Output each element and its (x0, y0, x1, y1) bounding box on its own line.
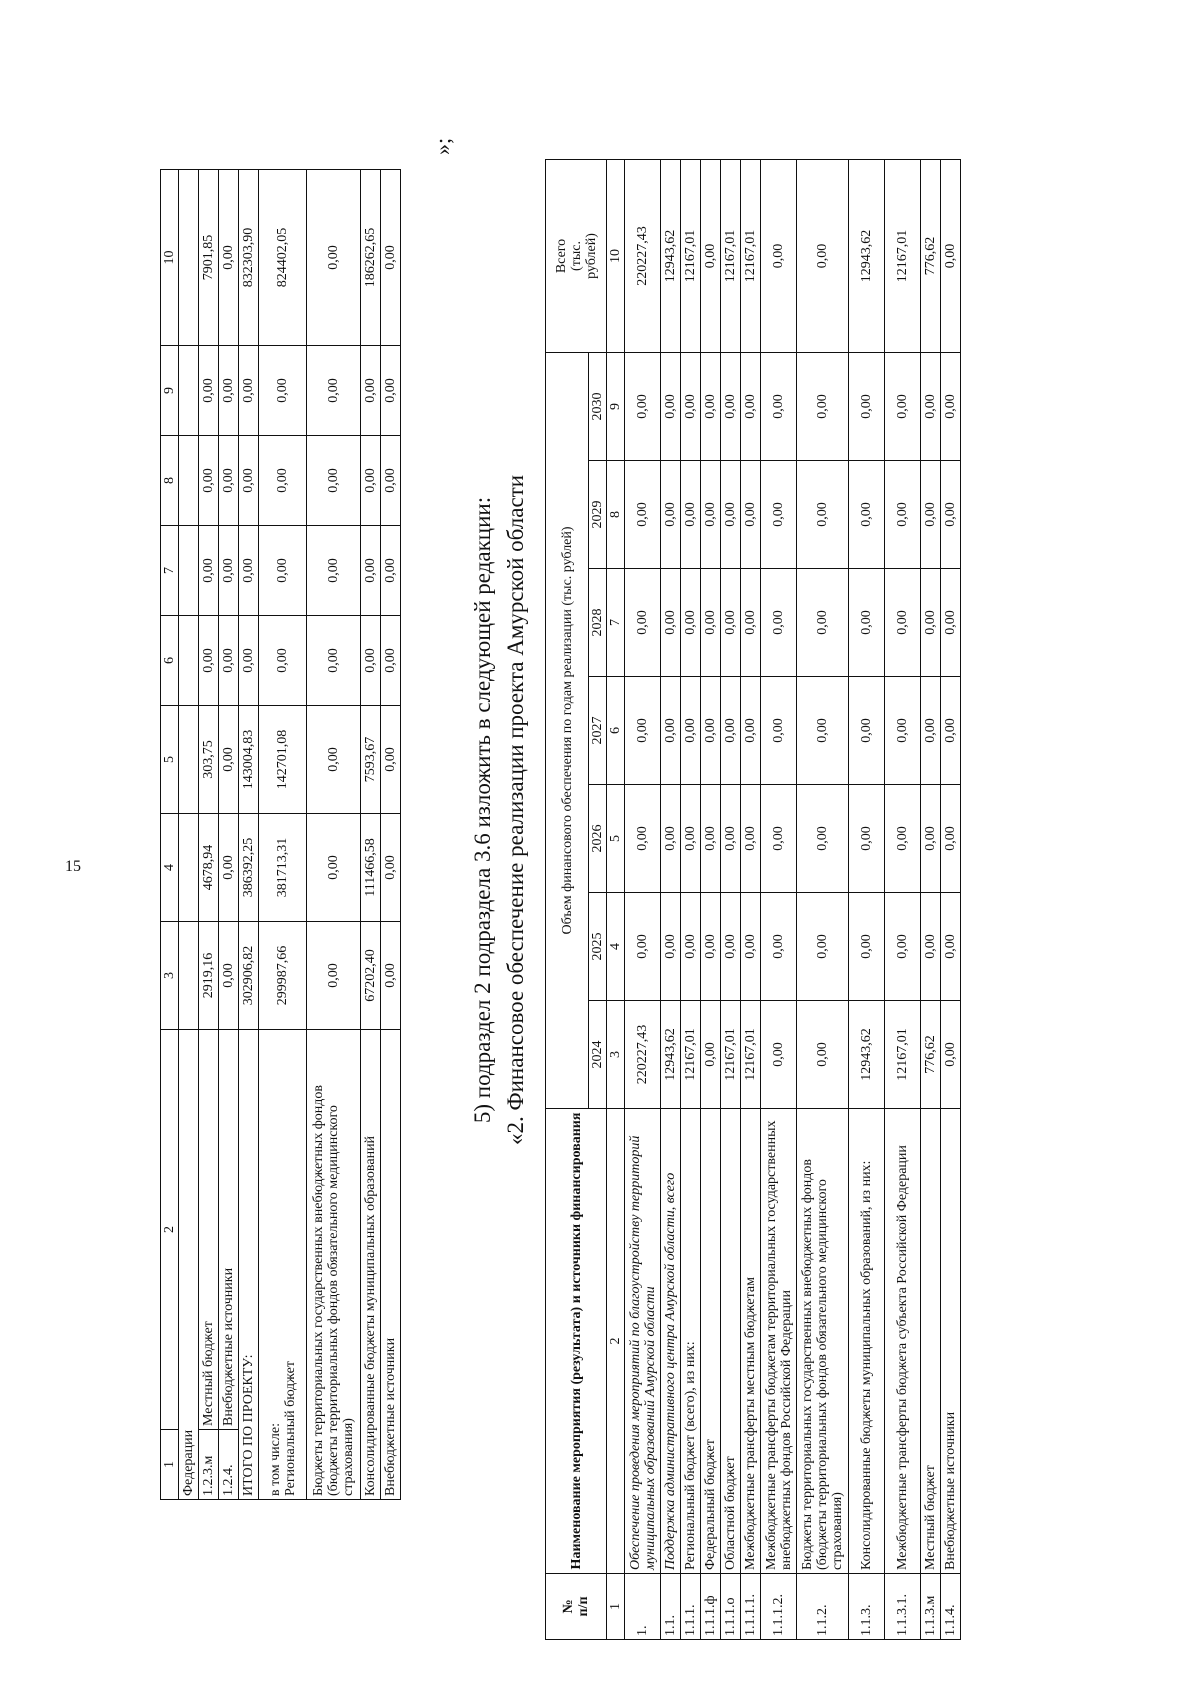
row-value: 0,00 (885, 785, 921, 893)
row-value: 0,00 (921, 893, 941, 1001)
table-row (381, 170, 401, 1500)
row-value: 0,00 (219, 814, 239, 922)
row-value: 0,00 (941, 893, 961, 1001)
amendment-instruction: 5) подраздел 2 подраздела 3.6 изложить в следующей редакции: (470, 496, 495, 1124)
row-value: 0,00 (761, 569, 797, 677)
row-value: 0,00 (721, 677, 741, 785)
row-value: 0,00 (885, 893, 921, 1001)
year-cell: 2030 (589, 352, 607, 460)
header-no: № п/п (546, 1574, 607, 1640)
row-value: 12943,62 (661, 1001, 681, 1109)
row-value: 0,00 (761, 352, 797, 460)
row-value: 776,62 (921, 1001, 941, 1109)
row-value: 0,00 (941, 352, 961, 460)
table-row (849, 159, 885, 1639)
row-value: 220227,43 (625, 159, 661, 352)
row-value: 381713,31 (259, 814, 307, 922)
row-value (179, 436, 199, 526)
column-number: 6 (161, 616, 179, 706)
row-value: 0,00 (701, 159, 721, 352)
row-value: 0,00 (701, 677, 721, 785)
row-value: 0,00 (721, 461, 741, 569)
year-cell: 2025 (589, 893, 607, 1001)
column-number: 10 (607, 159, 625, 352)
row-value: 0,00 (761, 461, 797, 569)
row-value: 0,00 (361, 436, 381, 526)
row-value: 0,00 (721, 785, 741, 893)
row-name: Бюджеты территориальных государственных внебюджетных фондов (бюджеты территориальных фондов обязательного медицинского страхования) (797, 1109, 849, 1574)
column-number: 9 (161, 346, 179, 436)
row-value: 0,00 (239, 526, 259, 616)
table-row (701, 159, 721, 1639)
row-code: 1.1.2. (797, 1574, 849, 1640)
row-value: 0,00 (219, 922, 239, 1030)
row-name: Внебюджетные источники (381, 1030, 401, 1500)
row-value: 12167,01 (681, 1001, 701, 1109)
row-value: 0,00 (849, 461, 885, 569)
column-number: 7 (607, 569, 625, 677)
row-value: 0,00 (199, 346, 219, 436)
row-code: 1.1.4. (941, 1574, 961, 1640)
row-value: 0,00 (625, 461, 661, 569)
row-value: 0,00 (625, 785, 661, 893)
row-value: 4678,94 (199, 814, 219, 922)
row-value: 12167,01 (741, 1001, 761, 1109)
row-value: 0,00 (361, 346, 381, 436)
row-value: 111466,58 (361, 814, 381, 922)
row-value: 0,00 (701, 461, 721, 569)
row-value: 0,00 (797, 461, 849, 569)
row-value: 0,00 (307, 526, 361, 616)
row-value: 0,00 (941, 159, 961, 352)
row-value: 0,00 (307, 436, 361, 526)
row-value: 0,00 (199, 526, 219, 616)
row-value (179, 526, 199, 616)
column-number: 3 (161, 922, 179, 1030)
row-value: 0,00 (721, 893, 741, 1001)
row-name: Внебюджетные источники (219, 1030, 239, 1430)
row-value: 832303,90 (239, 170, 259, 346)
row-value: 0,00 (681, 785, 701, 893)
row-value: 0,00 (741, 352, 761, 460)
row-value: 824402,05 (259, 170, 307, 346)
row-value: 0,00 (381, 814, 401, 922)
year-cell: 2028 (589, 569, 607, 677)
row-value: 12167,01 (721, 159, 741, 352)
row-value: 12167,01 (681, 159, 701, 352)
row-name: Межбюджетные трансферты бюджета субъекта Российской Федерации (885, 1109, 921, 1574)
row-name: Бюджеты территориальных государственных внебюджетных фондов (бюджеты территориальных фондов обязательного медицинского страхования) (307, 1030, 361, 1500)
row-value: 0,00 (361, 616, 381, 706)
table-row (239, 170, 259, 1500)
row-name: Федеральный бюджет (701, 1109, 721, 1574)
table-row (259, 170, 307, 1500)
row-value: 0,00 (259, 616, 307, 706)
row-value: 12167,01 (885, 1001, 921, 1109)
row-value: 0,00 (849, 785, 885, 893)
row-value: 0,00 (797, 893, 849, 1001)
row-code: 1. (625, 1574, 661, 1640)
row-code: 1.1.3.м (921, 1574, 941, 1640)
column-number: 5 (161, 706, 179, 814)
row-value: 0,00 (239, 436, 259, 526)
table-row (681, 159, 701, 1639)
column-number: 4 (607, 893, 625, 1001)
table-row (179, 170, 199, 1500)
row-name: Местный бюджет (199, 1030, 219, 1430)
row-value: 12943,62 (849, 1001, 885, 1109)
row-value: 0,00 (681, 677, 701, 785)
row-value: 0,00 (761, 1001, 797, 1109)
row-code: 1.1.1.1. (741, 1574, 761, 1640)
row-value: 303,75 (199, 706, 219, 814)
row-value: 0,00 (921, 569, 941, 677)
row-value: 0,00 (381, 922, 401, 1030)
row-code: 1.1. (661, 1574, 681, 1640)
column-number: 1 (607, 1574, 625, 1640)
column-number: 7 (161, 526, 179, 616)
table-row (199, 170, 219, 1500)
table-row (721, 159, 741, 1639)
row-value: 0,00 (797, 352, 849, 460)
row-value: 0,00 (661, 461, 681, 569)
row-value: 0,00 (741, 569, 761, 677)
column-number: 10 (161, 170, 179, 346)
row-value: 0,00 (941, 1001, 961, 1109)
row-value: 0,00 (701, 352, 721, 460)
row-name: Межбюджетные трансферты бюджетам территориальных государственных внебюджетных фондов Российской Федерации (761, 1109, 797, 1574)
page-number: 15 (65, 858, 81, 875)
row-value (179, 706, 199, 814)
row-value: 0,00 (941, 461, 961, 569)
row-value: 0,00 (701, 1001, 721, 1109)
row-value: 186262,65 (361, 170, 381, 346)
row-code: 1.1.3. (849, 1574, 885, 1640)
row-value: 0,00 (681, 352, 701, 460)
row-value: 0,00 (219, 436, 239, 526)
row-value: 7593,67 (361, 706, 381, 814)
row-value: 0,00 (941, 677, 961, 785)
row-value: 0,00 (761, 785, 797, 893)
row-value: 7901,85 (199, 170, 219, 346)
row-name: ИТОГО ПО ПРОЕКТУ: (239, 1030, 259, 1500)
row-value: 0,00 (307, 814, 361, 922)
row-value: 0,00 (921, 352, 941, 460)
top-financing-table (160, 169, 401, 1500)
row-code: 1.1.1.2. (761, 1574, 797, 1640)
row-value: 0,00 (239, 616, 259, 706)
row-value: 0,00 (625, 893, 661, 1001)
column-number: 8 (607, 461, 625, 569)
row-value: 0,00 (219, 616, 239, 706)
row-value: 0,00 (681, 893, 701, 1001)
row-value: 0,00 (849, 352, 885, 460)
row-value: 0,00 (307, 922, 361, 1030)
table-row (661, 159, 681, 1639)
row-name: Консолидированные бюджеты муниципальных образований (361, 1030, 381, 1500)
row-value: 0,00 (741, 677, 761, 785)
row-name: Областной бюджет (721, 1109, 741, 1574)
row-value: 0,00 (721, 569, 741, 677)
table-row (921, 159, 941, 1639)
row-value: 0,00 (219, 346, 239, 436)
row-value: 0,00 (219, 706, 239, 814)
table-row (741, 159, 761, 1639)
row-value: 0,00 (661, 677, 681, 785)
column-number: 5 (607, 785, 625, 893)
row-code: 1.1.1.о (721, 1574, 741, 1640)
row-value: 0,00 (307, 616, 361, 706)
row-value: 0,00 (761, 893, 797, 1001)
row-value: 0,00 (307, 706, 361, 814)
year-cell: 2024 (589, 1001, 607, 1109)
row-value: 0,00 (661, 785, 681, 893)
row-value: 0,00 (921, 461, 941, 569)
row-value: 0,00 (381, 706, 401, 814)
row-code: 1.1.3.1. (885, 1574, 921, 1640)
row-value: 0,00 (381, 170, 401, 346)
year-cell: 2026 (589, 785, 607, 893)
row-value: 12167,01 (741, 159, 761, 352)
row-value: 0,00 (381, 526, 401, 616)
row-value: 0,00 (381, 616, 401, 706)
row-value: 0,00 (885, 569, 921, 677)
row-value: 142701,08 (259, 706, 307, 814)
row-value: 2919,16 (199, 922, 219, 1030)
row-name: Обеспечение проведения мероприятий по благоустройству территорий муниципальных образований Амурской области (625, 1109, 661, 1574)
row-value: 0,00 (797, 785, 849, 893)
table-row (625, 159, 661, 1639)
row-value: 0,00 (199, 436, 219, 526)
header-row (546, 159, 589, 1639)
row-code: 1.2.3.м (199, 1430, 219, 1500)
row-value: 0,00 (701, 785, 721, 893)
row-value: 0,00 (361, 526, 381, 616)
row-value (179, 170, 199, 346)
column-number-row (161, 170, 179, 1500)
row-value: 12167,01 (885, 159, 921, 352)
row-value: 12943,62 (661, 159, 681, 352)
column-number: 1 (161, 1430, 179, 1500)
row-name: Федерации (179, 1030, 199, 1500)
row-value: 0,00 (661, 569, 681, 677)
row-value (179, 616, 199, 706)
table-row (307, 170, 361, 1500)
row-value: 299987,66 (259, 922, 307, 1030)
row-value: 0,00 (681, 569, 701, 677)
row-value: 0,00 (307, 346, 361, 436)
row-value: 0,00 (921, 677, 941, 785)
closing-quote-mark: »; (430, 137, 455, 155)
table-row (361, 170, 381, 1500)
row-value: 0,00 (701, 893, 721, 1001)
header-name: Наименование мероприятия (результата) и источники финансирования (546, 1109, 607, 1574)
row-value: 0,00 (761, 159, 797, 352)
row-value: 0,00 (885, 677, 921, 785)
main-financing-table (545, 159, 961, 1640)
column-number: 4 (161, 814, 179, 922)
row-value: 0,00 (741, 893, 761, 1001)
row-value: 0,00 (885, 352, 921, 460)
year-cell: 2027 (589, 677, 607, 785)
table-row (219, 170, 239, 1500)
row-code: 1.1.1.ф (701, 1574, 721, 1640)
rotated-page-content (160, 20, 1200, 1636)
row-value: 0,00 (849, 893, 885, 1001)
row-value: 0,00 (219, 526, 239, 616)
row-value: 0,00 (661, 352, 681, 460)
row-value: 0,00 (259, 436, 307, 526)
row-value: 0,00 (661, 893, 681, 1001)
row-value: 0,00 (259, 526, 307, 616)
row-value: 220227,43 (625, 1001, 661, 1109)
row-value: 302906,82 (239, 922, 259, 1030)
row-value (179, 814, 199, 922)
column-number: 9 (607, 352, 625, 460)
row-value: 0,00 (941, 785, 961, 893)
row-value: 67202,40 (361, 922, 381, 1030)
table-row (885, 159, 921, 1639)
row-value: 0,00 (849, 569, 885, 677)
table-row (797, 159, 849, 1639)
header-group: Объем финансового обеспечения по годам реализации (тыс. рублей) (546, 352, 589, 1108)
row-value: 0,00 (797, 159, 849, 352)
column-number: 2 (607, 1109, 625, 1574)
row-code: 1.1.1. (681, 1574, 701, 1640)
row-code: 1.2.4. (219, 1430, 239, 1500)
row-value: 386392,25 (239, 814, 259, 922)
row-value: 0,00 (259, 346, 307, 436)
column-number: 6 (607, 677, 625, 785)
section-title: «2. Финансовое обеспечение реализации проекта Амурской области (503, 474, 528, 1146)
row-value: 0,00 (761, 677, 797, 785)
row-value: 0,00 (219, 170, 239, 346)
row-value: 0,00 (921, 785, 941, 893)
row-value: 0,00 (199, 616, 219, 706)
table-row (941, 159, 961, 1639)
row-value: 0,00 (849, 677, 885, 785)
row-value: 0,00 (721, 352, 741, 460)
row-value: 0,00 (307, 170, 361, 346)
row-value: 12943,62 (849, 159, 885, 352)
row-value: 0,00 (681, 461, 701, 569)
row-value: 0,00 (941, 569, 961, 677)
row-value: 0,00 (797, 569, 849, 677)
table-row (761, 159, 797, 1639)
row-value: 0,00 (741, 785, 761, 893)
row-value: 143004,83 (239, 706, 259, 814)
column-number: 8 (161, 436, 179, 526)
row-value: 0,00 (797, 677, 849, 785)
row-name: Внебюджетные источники (941, 1109, 961, 1574)
row-value: 0,00 (885, 461, 921, 569)
row-value: 0,00 (741, 461, 761, 569)
row-name: Местный бюджет (921, 1109, 941, 1574)
row-value (179, 346, 199, 436)
row-name: Региональный бюджет (всего), из них: (681, 1109, 701, 1574)
column-number: 2 (161, 1030, 179, 1430)
row-name: в том числе: Региональный бюджет (259, 1030, 307, 1500)
row-value: 0,00 (381, 346, 401, 436)
row-value: 0,00 (701, 569, 721, 677)
header-total: Всего (тыс. рублей) (546, 159, 607, 352)
row-value: 0,00 (239, 346, 259, 436)
row-value: 0,00 (625, 677, 661, 785)
column-number-row (607, 159, 625, 1639)
column-number: 3 (607, 1001, 625, 1109)
row-value: 0,00 (797, 1001, 849, 1109)
year-cell: 2029 (589, 461, 607, 569)
row-name: Межбюджетные трансферты местным бюджетам (741, 1109, 761, 1574)
row-value: 12167,01 (721, 1001, 741, 1109)
row-value: 0,00 (381, 436, 401, 526)
row-value: 0,00 (625, 352, 661, 460)
row-name: Поддержка административного центра Амурской области, всего (661, 1109, 681, 1574)
row-value (179, 922, 199, 1030)
row-name: Консолидированные бюджеты муниципальных образований, из них: (849, 1109, 885, 1574)
row-value: 0,00 (625, 569, 661, 677)
row-value: 776,62 (921, 159, 941, 352)
